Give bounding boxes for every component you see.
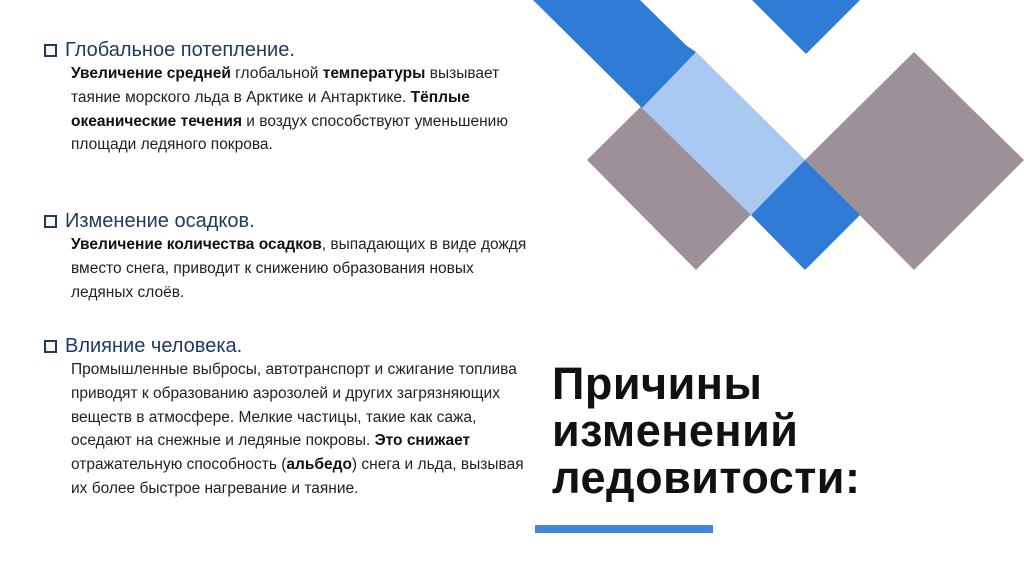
text-run: Промышленные выбросы, автотранспорт и сжигание топлива приводят к образованию аэрозолей и других загрязняющих веществ в атмосфере. Мелкие частицы, такие как сажа, оседают на снежные и ледяные покровы. [71,361,517,450]
section-body [71,233,530,304]
section-body [71,62,530,157]
heading-text: Изменение осадков. [65,210,255,232]
text-run: глобальной [230,65,323,82]
text-run: ) снега и льда, вызывая их более быстрое нагревание и таяние. [71,456,524,497]
blue-triangle-top [752,0,860,54]
text-run: вызывает таяние морского льда в Арктике и Антарктике. [71,65,500,106]
bold-text-run: Это снижает [374,432,471,450]
title-underline [535,525,713,533]
bold-text-run: Увеличение средней [71,65,231,82]
section-precipitation [40,209,530,304]
section-heading [40,334,530,358]
title-line: Причины [552,358,763,409]
gray-diamond-right [805,52,1024,270]
slide-title [552,360,982,501]
heading-text: Влияние человека. [65,335,243,357]
section-body [71,358,530,501]
section-global-warming [40,38,530,157]
bold-text-run: альбедо [286,456,352,474]
title-line: ледовитости: [552,452,861,503]
text-run: отражательную способность ( [71,456,287,474]
heading-text: Глобальное потепление. [65,39,295,61]
checkbox-bullet-icon [44,340,57,353]
checkbox-bullet-icon [44,44,57,57]
text-run: и воздух способствуют уменьшению площади ледяного покрова. [71,112,508,154]
checkbox-bullet-icon [44,215,57,228]
bold-text-run: Увеличение количества осадков [71,236,322,253]
title-line: изменений [552,405,799,456]
section-human-impact [40,334,530,501]
text-run: , выпадающих в виде дождя вместо снега, приводит к снижению образования новых ледяных слоёв. [71,236,527,301]
section-heading [40,38,530,62]
bold-text-run: температуры [322,65,426,82]
bold-text-run: Тёплые океанические течения [71,88,470,130]
section-heading [40,209,530,233]
